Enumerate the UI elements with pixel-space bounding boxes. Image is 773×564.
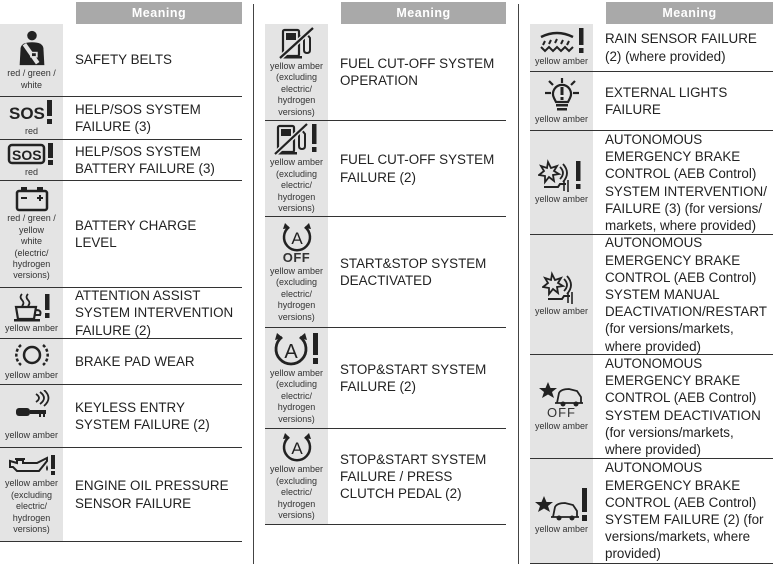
start-stop-off-icon [280,221,314,253]
meaning-text: START&STOP SYSTEM DEACTIVATED [340,255,487,288]
meaning-text: AUTONOMOUS EMERGENCY BRAKE CONTROL (AEB Control) SYSTEM MANUAL DEACTIVATION/RESTART (for versions/markets, where provided) [605,235,767,354]
icon-color-caption: red [24,166,38,177]
icon-color-caption: yellow amber [4,430,59,441]
table-row [265,121,506,217]
table-row [530,131,773,235]
meaning-text: BRAKE PAD WEAR [75,353,195,369]
start-stop-clutch-icon [280,431,314,463]
sos-icon [7,99,57,125]
meaning-text: STOP&START SYSTEM FAILURE / PRESS CLUTCH PEDAL (2) [340,451,487,502]
fuel-cutoff-icon [277,26,317,60]
header-meaning: Meaning [76,2,242,24]
brake-pad-icon [14,341,50,369]
aeb-off-icon [539,381,585,407]
icon-color-caption: yellow amber [4,322,59,333]
icon-color-caption: yellow amber [534,194,589,205]
header-meaning: Meaning [606,2,773,24]
start-stop-failure-icon [272,331,322,367]
meaning-text: AUTONOMOUS EMERGENCY BRAKE CONTROL (AEB Control) SYSTEM FAILURE (2) (for versions/markets, where provided) [605,460,764,562]
icon-color-caption: yellow amber (excluding electric/ hydrogen versions) [269,157,324,214]
meaning-text: HELP/SOS SYSTEM FAILURE (3) [75,101,201,134]
seatbelt-icon [13,29,51,67]
table-row [530,72,773,131]
icon-color-caption: red / green / white [7,68,56,90]
aeb-intervention-icon [538,159,586,193]
icon-color-caption: yellow amber (excluding electric/ hydrogen versions) [269,367,324,424]
svg-text:A: A [290,439,303,459]
icon-color-caption: red [24,125,38,136]
fuel-cutoff-failure-icon [274,122,320,156]
table-row [265,217,506,328]
table-row [530,355,773,459]
meaning-text: EXTERNAL LIGHTS FAILURE [605,84,728,117]
table-row [265,429,506,525]
icon-color-caption: yellow amber (excluding electric/ hydrogen versions) [269,464,324,521]
table-row [0,181,242,288]
off-label: OFF [282,249,311,265]
icon-color-caption: yellow amber (excluding electric/ hydrogen versions) [269,265,324,322]
coffee-cup-icon [12,292,52,322]
external-lights-icon [542,77,582,113]
aeb-manual-icon [542,271,582,305]
meaning-text: AUTONOMOUS EMERGENCY BRAKE CONTROL (AEB Control) SYSTEM DEACTIVATION (for versions/markets, where provided) [605,355,761,457]
icon-color-caption: yellow amber [534,420,589,431]
icon-color-caption: red / green / yellow white (electric/ hydrogen versions) [7,213,56,281]
meaning-text: ATTENTION ASSIST SYSTEM INTERVENTION FAILURE (2) [75,288,234,338]
meaning-text: HELP/SOS SYSTEM BATTERY FAILURE (3) [75,143,215,176]
table-row [0,24,242,97]
header-meaning: Meaning [341,2,506,24]
icon-color-caption: yellow amber (excluding electric/ hydrogen versions) [269,60,324,117]
icon-color-caption: yellow amber [534,306,589,317]
table-row [0,97,242,140]
meaning-text: RAIN SENSOR FAILURE (2) (where provided) [605,31,757,64]
icon-color-caption: yellow amber [4,370,59,381]
meaning-text: FUEL CUT-OFF SYSTEM FAILURE (2) [340,152,495,185]
off-label: OFF [547,404,576,420]
table-row [0,385,242,448]
meaning-text: FUEL CUT-OFF SYSTEM OPERATION [340,55,495,88]
battery-icon [15,186,49,212]
table-row [0,140,242,181]
key-icon [12,390,52,424]
meaning-text: AUTONOMOUS EMERGENCY BRAKE CONTROL (AEB Control) SYSTEM INTERVENTION/ FAILURE (3) (for versions/ markets, where provided) [605,131,767,233]
icon-color-caption: yellow amber [534,523,589,534]
column-divider [253,4,254,564]
table-row [530,235,773,355]
icon-color-caption: yellow amber [534,113,589,124]
column-divider [518,4,519,564]
table-row [265,328,506,429]
aeb-failure-icon [535,487,589,523]
meaning-text: BATTERY CHARGE LEVEL [75,217,197,250]
oil-can-icon [7,453,57,477]
svg-text:SOS: SOS [11,146,42,163]
table-row [0,339,242,385]
table-row [0,448,242,542]
table-row [0,288,242,339]
svg-text:SOS: SOS [8,103,45,123]
rain-sensor-icon [537,27,587,55]
table-row [530,24,773,72]
icon-color-caption: yellow amber [534,56,589,67]
sos-battery-icon [7,142,57,166]
meaning-text: KEYLESS ENTRY SYSTEM FAILURE (2) [75,399,210,432]
icon-color-caption: yellow amber (excluding electric/ hydrogen versions) [4,478,59,535]
meaning-text: SAFETY BELTS [75,52,172,68]
table-row [265,24,506,121]
meaning-text: ENGINE OIL PRESSURE SENSOR FAILURE [75,478,229,511]
svg-text:A: A [283,340,298,363]
table-row [530,459,773,564]
meaning-text: STOP&START SYSTEM FAILURE (2) [340,361,487,394]
svg-text:A: A [290,228,303,248]
